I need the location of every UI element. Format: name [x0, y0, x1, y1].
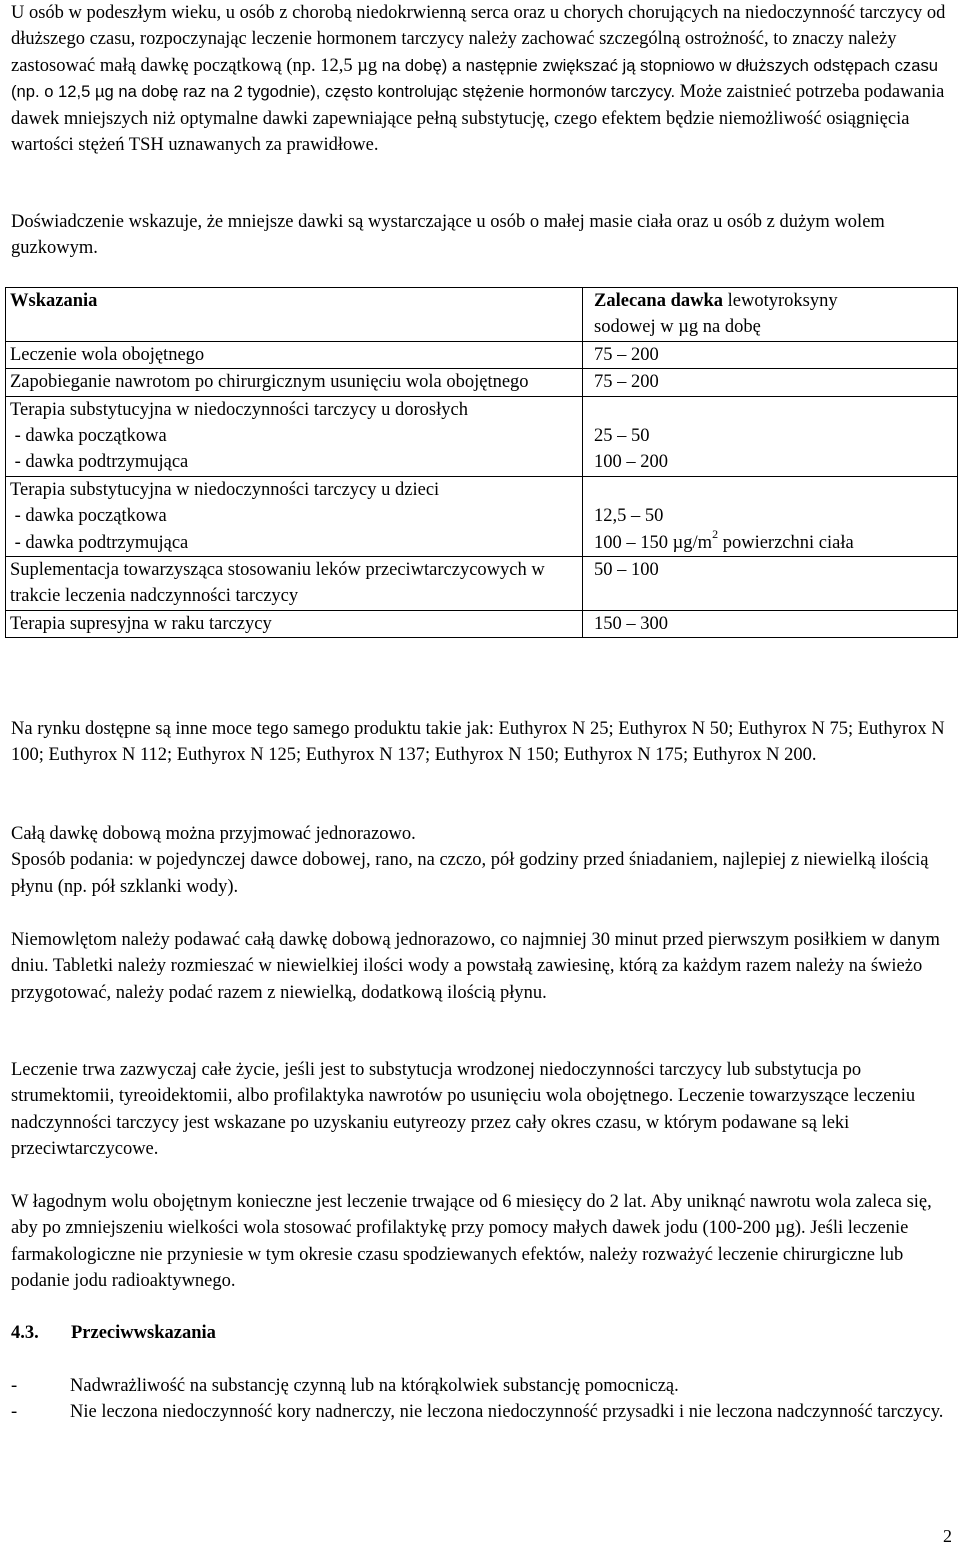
list-item-text: Nie leczona niedoczynność kory nadnerczy, nie leczona niedoczynność przysadki i nie leczona nadczynność tarczycy. — [70, 1402, 944, 1423]
table-cell-dose: 75 – 200 — [583, 369, 958, 396]
market-strengths-paragraph: Na rynku dostępne są inne moce tego samego produktu takie jak: Euthyrox N 25; Euthyrox N 50; Euthyrox N 75; Euthyrox N 100; Euthyrox N 112; Euthyrox N 125; Euthyrox N 137; Euthyrox N 150; Euthyrox N 175; Euthyrox N 200. — [11, 719, 945, 766]
section-title: Przeciwwskazania — [71, 1323, 216, 1343]
table-row — [6, 396, 958, 476]
header-indications: Wskazania — [6, 288, 583, 342]
table-cell-dose: 150 – 300 — [583, 610, 958, 637]
list-item-text: Nadwrażliwość na substancję czynną lub na którąkolwiek substancję pomocniczą. — [70, 1376, 679, 1396]
section-number: 4.3. — [11, 1323, 39, 1343]
table-header-row — [6, 288, 958, 342]
row-sub-maintenance: - dawka podtrzymująca — [10, 452, 189, 473]
dose-maintenance: 100 – 200 — [594, 452, 668, 473]
lifelong-treatment-paragraph: Leczenie trwa zazwyczaj całe życie, jeśli jest to substytucja wrodzonej niedoczynności tarczycy lub substytucja po strumektomii, tyreoidektomii, albo profilaktyka nawrotów po usunięciu wola obojętnego. Leczenie towarzyszące leczeniu nadczynności tarczycy jest wskazane po uzyskaniu eutyreozy przez cały okres czasu, w którym podawane są leki przeciwtarczycowe. — [11, 1060, 916, 1160]
table-cell-indication: Suplementacja towarzysząca stosowaniu leków przeciwtarczycowych w trakcie leczenia nadczynności tarczycy — [6, 557, 583, 611]
table-row — [6, 341, 958, 368]
list-item — [11, 1373, 951, 1399]
table-cell-indication: Terapia supresyjna w raku tarczycy — [6, 610, 583, 637]
table-cell-dose: 75 – 200 — [583, 341, 958, 368]
page-number: 2 — [943, 1526, 952, 1546]
row-label: Terapia substytucyjna w niedoczynności tarczycy u dorosłych — [10, 399, 468, 420]
administration-block — [11, 821, 951, 900]
table-cell-indication: Leczenie wola obojętnego — [6, 341, 583, 368]
table-cell-dose — [583, 396, 958, 476]
row-sub-initial: - dawka początkowa — [10, 426, 167, 447]
header-dose-rest: lewotyroksyny sodowej w µg na dobę — [594, 291, 838, 338]
dose-initial: 12,5 – 50 — [594, 506, 664, 527]
header-dose-bold: Zalecana dawka — [594, 291, 724, 311]
section-heading — [11, 1320, 216, 1346]
dosage-table — [5, 287, 958, 638]
table-row — [6, 557, 958, 611]
table-row — [6, 610, 958, 637]
table-cell-indication — [6, 476, 583, 556]
intro-text-serif: U osób w podeszłym wieku, u osób z chorobą niedokrwienną serca oraz u chorych chorujących na niedoczynność tarczycy od dłuższego czasu, rozpoczynając leczenie hormonem tarczycy należy zachować szczególną ostrożność, to znaczy należy zastosować małą dawkę początkową (np. 12,5 µg — [11, 3, 946, 76]
table-cell-dose — [583, 476, 958, 556]
administration-text: Sposób podania: w pojedynczej dawce dobowej, rano, na czczo, pół godziny przed śniadaniem, najlepiej z niewielką ilością płynu (np. pół szklanki wody). — [11, 850, 929, 897]
intro-text-sans: na dobę) a następnie zwiększać ją stopniowo w dłuższych odstępach czasu (np. o 12,5 µg na dobę raz na 2 tygodnie), często kontrolując stężenie hormonów tarczycy. — [11, 55, 938, 102]
table-cell-dose: 50 – 100 — [583, 557, 958, 611]
contraindications-list — [11, 1373, 951, 1426]
header-dose — [583, 288, 958, 342]
infants-paragraph: Niemowlętom należy podawać całą dawkę dobową jednorazowo, co najmniej 30 minut przed pierwszym posiłkiem w danym dniu. Tabletki należy rozmieszać w niewielkiej ilości wody a powstałą zawiesinę, którą za każdym razem należy na świeżo przygotować, należy podać razem z niewielką, dodatkową ilością płynu. — [11, 930, 940, 1003]
dose-initial: 25 – 50 — [594, 426, 650, 447]
experience-paragraph: Doświadczenie wskazuje, że mniejsze dawki są wystarczające u osób o małej masie ciała oraz u osób z dużym wolem guzkowym. — [11, 212, 885, 259]
table-cell-indication: Zapobieganie nawrotom po chirurgicznym usunięciu wola obojętnego — [6, 369, 583, 396]
row-label: Terapia substytucyjna w niedoczynności tarczycy u dzieci — [10, 479, 440, 500]
mild-goiter-paragraph: W łagodnym wolu obojętnym konieczne jest leczenie trwające od 6 miesięcy do 2 lat. Aby uniknąć nawrotu wola zaleca się, aby po zmniejszeniu wielkości wola stosować profilaktykę przy pomocy małych dawek jodu (100-200 µg). Jeśli leczenie farmakologiczne nie przyniesie w tym okresie czasu spodziewanych efektów, należy rozważyć leczenie chirurgiczne lub podanie jodu radioaktywnego. — [11, 1192, 932, 1292]
intro-paragraph — [11, 0, 951, 158]
table-cell-indication — [6, 396, 583, 476]
row-sub-initial: - dawka początkowa — [10, 506, 167, 527]
row-sub-maintenance: - dawka podtrzymująca — [10, 532, 189, 553]
list-dash: - — [11, 1402, 18, 1423]
list-item — [11, 1399, 951, 1425]
table-row — [6, 369, 958, 396]
list-dash: - — [11, 1376, 18, 1396]
intro-text-serif-2: Może zaistnieć potrzeba podawania dawek mniejszych niż optymalne dawki zapewniające pełną substytucję, czego efektem będzie niemożliwość osiągnięcia wartości stężeń TSH uznawanych za prawidłowe. — [11, 82, 945, 156]
dose-maintenance: 100 – 150 $\mu g/m^2$ powierzchni ciała — [594, 527, 854, 553]
table-row — [6, 476, 958, 556]
header-dose-text — [587, 288, 894, 341]
whole-dose-text: Całą dawkę dobową można przyjmować jednorazowo. — [11, 824, 416, 844]
